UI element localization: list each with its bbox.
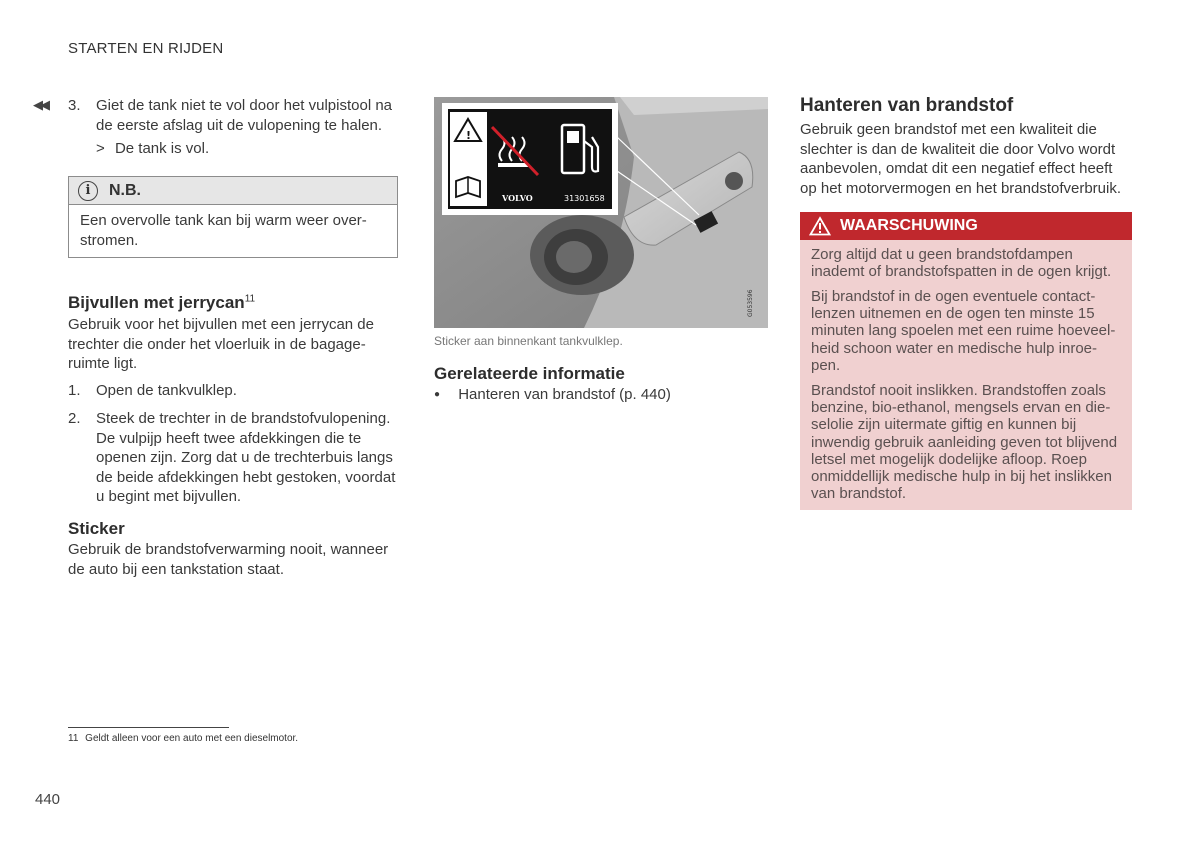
- paragraph-line: aanbevolen, omdat dit een negatief effect heeft: [800, 160, 1113, 177]
- warning-line: Brandstof nooit inslikken. Brandstoffen zoals: [811, 382, 1106, 399]
- image-caption: Sticker aan binnenkant tankvulklep.: [434, 334, 623, 348]
- part-number: 31301658: [564, 194, 605, 203]
- bullet: ●: [434, 389, 441, 400]
- step-text-line: openen zijn. Zorg dat u de trechterbuis langs: [96, 449, 393, 466]
- step-text-line: de eerste afslag uit de vulopening te halen.: [96, 116, 383, 134]
- step-text-line: u begint met bijvullen.: [96, 488, 242, 505]
- warning-line: letsel met mogelijk dodelijke afloop. Roep: [811, 450, 1087, 468]
- warning-header: [800, 212, 1132, 240]
- result-text: De tank is vol.: [114, 140, 210, 157]
- svg-text:!: !: [466, 129, 472, 142]
- sticker-paragraph: [68, 540, 403, 579]
- jerrycan-heading: [68, 293, 255, 313]
- jerrycan-paragraph: [68, 315, 403, 374]
- footnote-divider: [68, 727, 229, 728]
- warning-line: inwendig gebruik aanleiding geven tot blijvend: [811, 433, 1118, 451]
- step-result: [96, 139, 209, 159]
- warning-box: [800, 212, 1132, 510]
- warning-paragraph-3: [811, 382, 1127, 502]
- jerrycan-heading-text: Bijvullen met jerrycan: [68, 293, 245, 312]
- right-paragraph: [800, 120, 1140, 198]
- footnote-number: 11: [68, 733, 79, 744]
- step-3: [68, 96, 408, 136]
- warning-line: onmiddellijk medische hulp in bij het inslikken: [811, 468, 1112, 486]
- note-line: stromen.: [80, 231, 139, 249]
- warning-line: Zorg altijd dat u geen brandstofdampen: [811, 246, 1073, 263]
- section-header: STARTEN EN RIJDEN: [68, 40, 224, 57]
- result-marker: >: [96, 140, 105, 157]
- note-line: Een overvolle tank kan bij warm weer over-: [80, 212, 367, 229]
- paragraph-line: ruimte ligt.: [68, 355, 138, 372]
- warning-paragraph-1: [811, 246, 1127, 280]
- related-heading: Gerelateerde informatie: [434, 364, 625, 383]
- step-text-line: Giet de tank niet te vol door het vulpistool na: [96, 97, 393, 114]
- step-number: 2.: [68, 410, 81, 427]
- warning-title: WAARSCHUWING: [840, 217, 978, 234]
- paragraph-line: trechter die onder het vloerluik in de bagage-: [68, 335, 366, 353]
- warning-line: pen.: [811, 356, 841, 374]
- paragraph-line: de auto bij een tankstation staat.: [68, 560, 284, 578]
- footnote-text: Geldt alleen voor een auto met een dieselmotor.: [85, 733, 299, 744]
- note-header: [69, 177, 397, 205]
- warning-line: heid schoon water en medische hulp inroe-: [811, 339, 1098, 357]
- note-box: [68, 176, 398, 258]
- related-link[interactable]: Hanteren van brandstof (p. 440): [458, 386, 671, 403]
- footnote-ref[interactable]: 11: [244, 293, 256, 305]
- warning-line: minuten lang spoelen met een ruime hoeveel-: [811, 322, 1116, 340]
- warning-line: Bij brandstof in de ogen eventuele contact-: [811, 288, 1096, 305]
- right-heading: Hanteren van brandstof: [800, 95, 1014, 116]
- note-body: [80, 211, 380, 250]
- step-text-line: de beide afdekkingen hebt gestoken, voordat: [96, 468, 396, 486]
- related-list: [434, 385, 671, 407]
- step-number: 1.: [68, 382, 81, 399]
- warning-line: lenzen uitnemen en de ogen ten minste 15: [811, 305, 1095, 323]
- warning-paragraph-2: [811, 288, 1127, 374]
- paragraph-line: Gebruik de brandstofverwarming nooit, wanneer: [68, 541, 389, 558]
- info-icon: i: [78, 181, 98, 201]
- image-code: G053596: [747, 289, 754, 317]
- brand-text: VOLVO: [502, 193, 533, 203]
- footnote: [68, 733, 298, 744]
- warning-line: selolie zijn uitermate giftig en kunnen bij: [811, 416, 1077, 434]
- warning-line: inademt of brandstofspatten in de ogen krijgt.: [811, 263, 1112, 281]
- sticker-heading: Sticker: [68, 519, 125, 538]
- step-1: [68, 381, 408, 401]
- sticker-photo: [434, 97, 768, 328]
- paragraph-line: Gebruik geen brandstof met een kwaliteit die: [800, 121, 1097, 138]
- step-number: 3.: [68, 97, 81, 114]
- warning-triangle-icon: [809, 216, 831, 236]
- note-title: N.B.: [109, 182, 141, 199]
- step-text-line: Open de tankvulklep.: [96, 382, 237, 399]
- step-text-line: Steek de trechter in de brandstofvulopening.: [96, 410, 391, 427]
- paragraph-line: Gebruik voor het bijvullen met een jerrycan de: [68, 316, 374, 333]
- step-text-line: De vulpijp heeft twee afdekkingen die te: [96, 429, 362, 447]
- double-left-arrow-icon[interactable]: ◀◀: [33, 97, 47, 112]
- step-2: [68, 409, 408, 509]
- warning-line: van brandstof.: [811, 485, 907, 503]
- paragraph-line: op het motorvermogen en het brandstofverbruik.: [800, 179, 1122, 197]
- warning-line: benzine, bio-ethanol, mengsels ervan en die-: [811, 399, 1111, 417]
- page-number: 440: [35, 791, 61, 808]
- paragraph-line: slechter is dan de kwaliteit die door Volvo wordt: [800, 140, 1116, 158]
